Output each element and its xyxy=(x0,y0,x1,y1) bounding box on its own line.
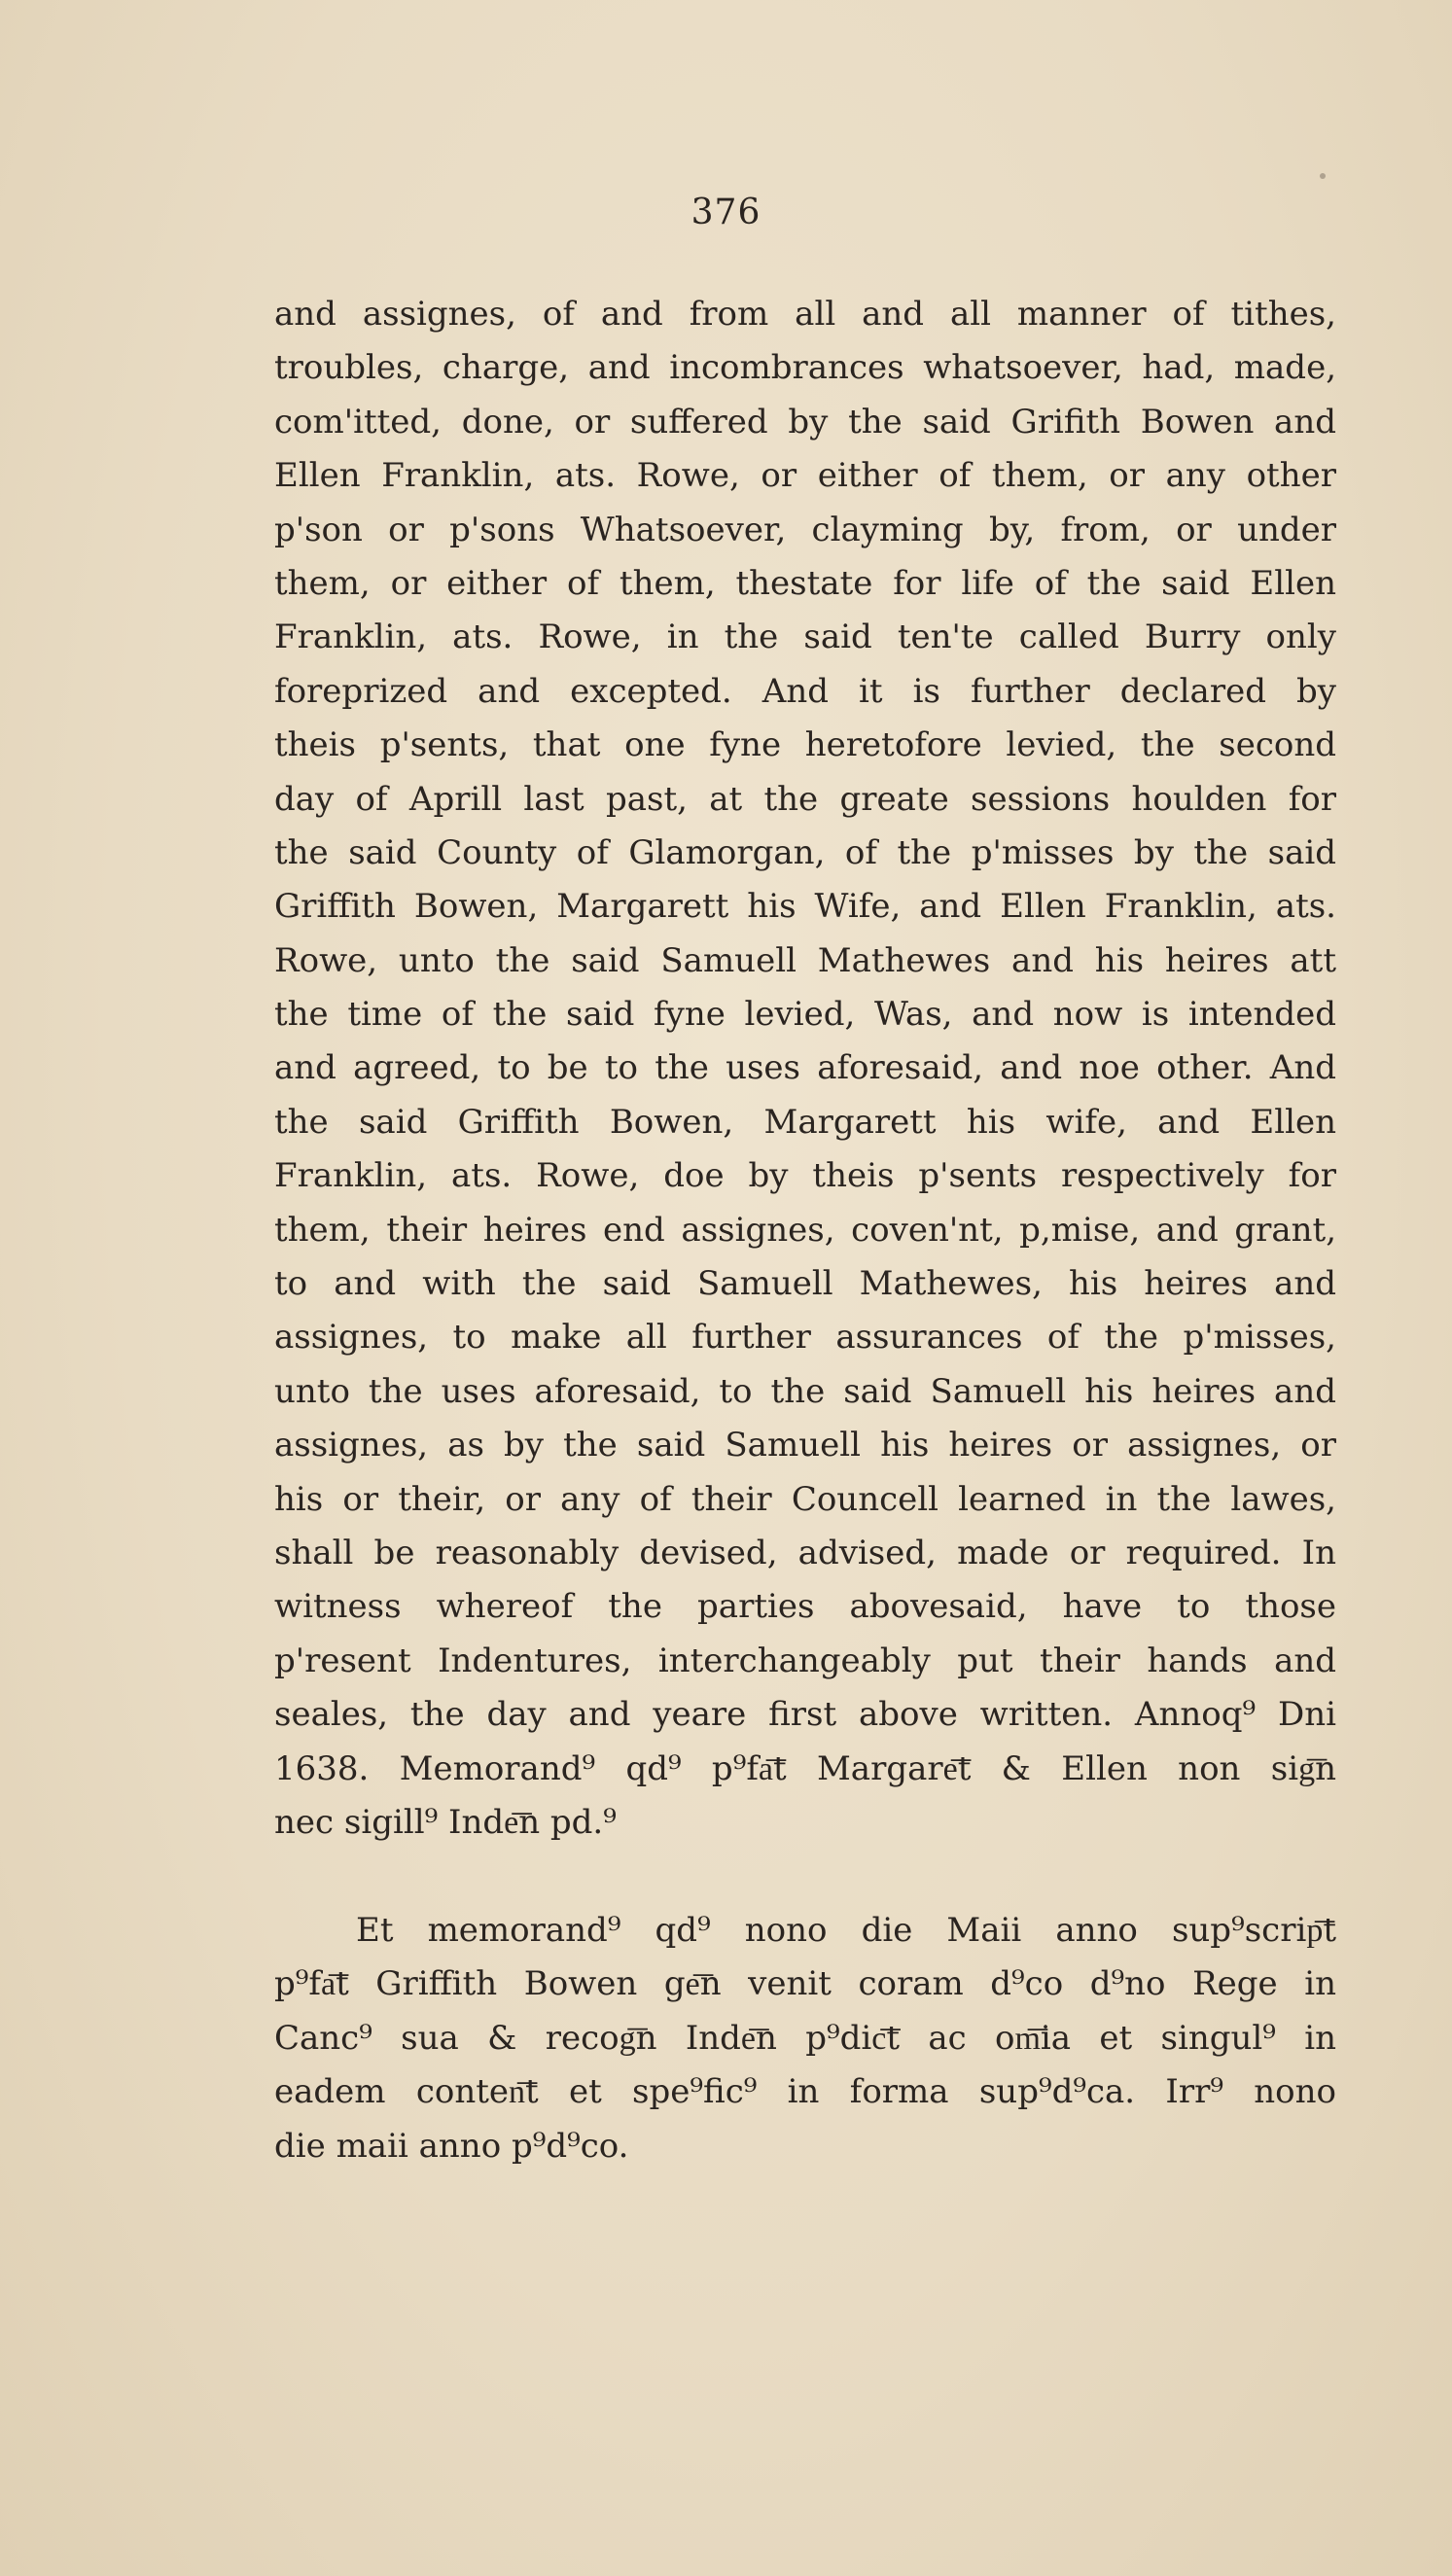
text-line: assignes, to make all further assurances of the p'misses, xyxy=(274,1318,1336,1358)
text-line: Canc⁹ sua & recog͞n Inde͞n p⁹dic͞t ac om͞ia et singul⁹ in xyxy=(274,2018,1336,2058)
paragraph-1 xyxy=(274,288,1336,1850)
paragraph-2 xyxy=(274,1904,1336,2173)
text-line: Et memorand⁹ qd⁹ nono die Maii anno sup⁹scrip͞t xyxy=(356,1911,1336,1950)
paper-speck xyxy=(1320,173,1326,179)
text-line: p'son or p'sons Whatsoever, clayming by, from, or under xyxy=(274,510,1336,549)
text-line: day of Aprill last past, at the greate sessions houlden for xyxy=(274,779,1336,819)
text-line: eadem conten͞t et spe⁹fic⁹ in forma sup⁹d⁹ca. Irr⁹ nono xyxy=(274,2072,1336,2112)
text-line: them, or either of them, thestate for life of the said Ellen xyxy=(274,563,1336,603)
text-line: witness whereof the parties abovesaid, have to those xyxy=(274,1587,1336,1627)
text-line: 1638. Memorand⁹ qd⁹ p⁹fa͞t Margare͞t & Ellen non sig͞n xyxy=(274,1748,1336,1788)
text-line: p⁹fa͞t Griffith Bowen ge͞n venit coram d⁹co d⁹no Rege in xyxy=(274,1964,1336,2004)
text-line: foreprized and excepted. And it is further declared by xyxy=(274,671,1336,711)
text-line: Franklin, ats. Rowe, doe by theis p'sents respectively for xyxy=(274,1156,1336,1196)
text-line: assignes, as by the said Samuell his heires or assignes, or xyxy=(274,1426,1336,1465)
text-line: seales, the day and yeare first above written. Annoq⁹ Dni xyxy=(274,1695,1336,1735)
text-line: the said County of Glamorgan, of the p'misses by the said xyxy=(274,832,1336,872)
text-line: the said Griffith Bowen, Margarett his wife, and Ellen xyxy=(274,1102,1336,1142)
text-line: p'resent Indentures, interchangeably put their hands and xyxy=(274,1641,1336,1680)
text-line: and assignes, of and from all and all manner of tithes, xyxy=(274,295,1336,334)
text-line: to and with the said Samuell Mathewes, his heires and xyxy=(274,1264,1336,1304)
text-line: shall be reasonably devised, advised, made or required. In xyxy=(274,1533,1336,1572)
text-line: unto the uses aforesaid, to the said Samuell his heires and xyxy=(274,1371,1336,1411)
text-line: Ellen Franklin, ats. Rowe, or either of them, or any other xyxy=(274,456,1336,496)
text-line: nec sigill⁹ Inde͞n pd.⁹ xyxy=(274,1802,617,1842)
text-line: them, their heires end assignes, coven'nt, p,mise, and grant, xyxy=(274,1210,1336,1250)
text-line: Franklin, ats. Rowe, in the said ten'te called Burry only xyxy=(274,618,1336,657)
text-line: Griffith Bowen, Margarett his Wife, and Ellen Franklin, ats. xyxy=(274,887,1336,927)
text-line: die maii anno p⁹d⁹co. xyxy=(274,2126,629,2166)
text-line: com'itted, done, or suffered by the said Grifith Bowen and xyxy=(274,402,1336,441)
text-line: his or their, or any of their Councell learned in the lawes, xyxy=(274,1479,1336,1519)
text-line: Rowe, unto the said Samuell Mathewes and his heires att xyxy=(274,940,1336,980)
text-line: troubles, charge, and incombrances whatsoever, had, made, xyxy=(274,348,1336,388)
text-line: theis p'sents, that one fyne heretofore levied, the second xyxy=(274,725,1336,765)
page-number: 376 xyxy=(691,193,761,232)
text-line: the time of the said fyne levied, Was, and now is intended xyxy=(274,995,1336,1035)
text-line: and agreed, to be to the uses aforesaid, and noe other. And xyxy=(274,1048,1336,1088)
